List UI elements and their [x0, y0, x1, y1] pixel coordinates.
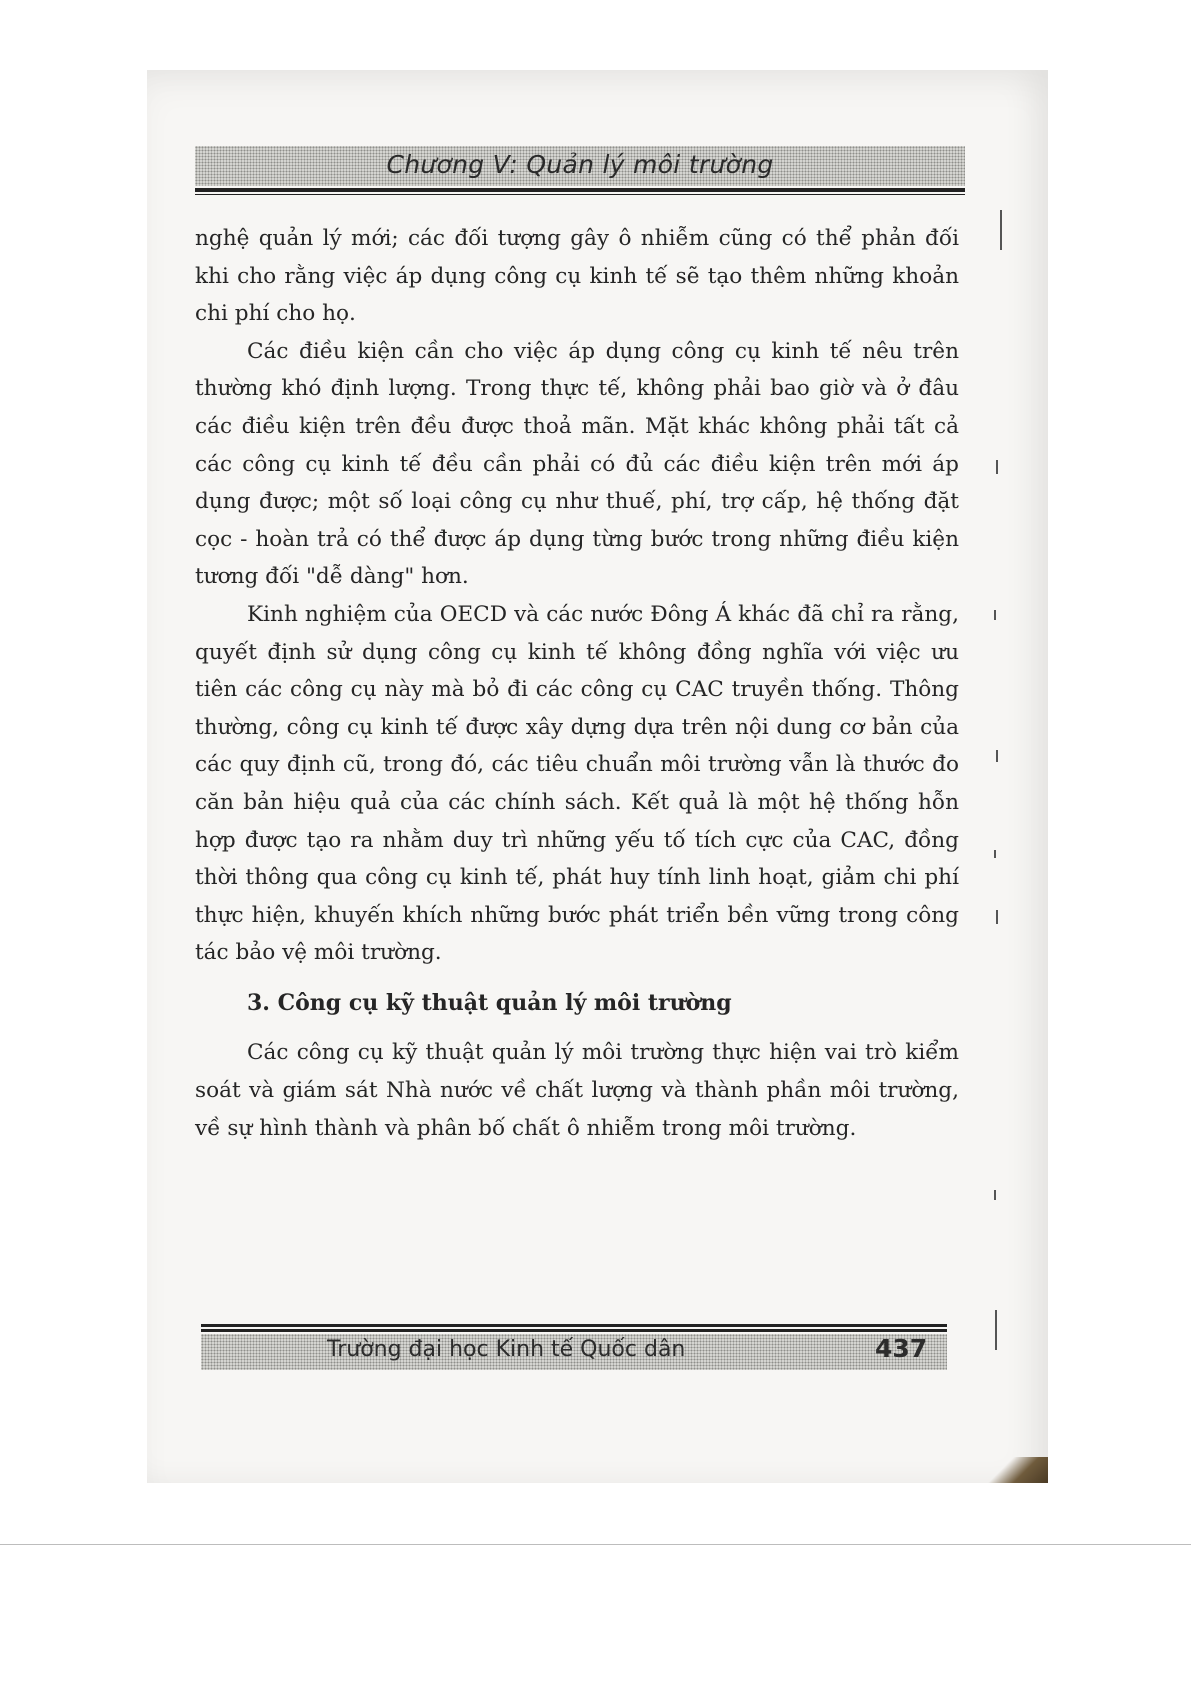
- page-corner-shadow: [988, 1457, 1048, 1483]
- section-paragraph: Các công cụ kỹ thuật quản lý môi trường thực hiện vai trò kiểm soát và giám sát Nhà nước về chất lượng và thành phần môi trường, về sự hình thành và phân bố chất ô nhiễm trong môi trường.: [195, 1040, 959, 1141]
- scanned-page: [147, 70, 1048, 1483]
- footer-school-name: Trường đại học Kinh tế Quốc dân: [327, 1337, 686, 1362]
- chapter-title: Chương V: Quản lý môi trường: [386, 150, 774, 179]
- header-rule-thin: [195, 194, 965, 195]
- footer-rule: [201, 1324, 947, 1327]
- body-text: [195, 220, 959, 1147]
- paragraph-continued: nghệ quản lý mới; các đối tượng gây ô nhiễm cũng có thể phản đối khi cho rằng việc áp dụng công cụ kinh tế sẽ tạo thêm những khoản chi phí cho họ.: [195, 226, 959, 327]
- section-heading: 3. Công cụ kỹ thuật quản lý môi trường: [247, 989, 732, 1016]
- paragraph: Kinh nghiệm của OECD và các nước Đông Á khác đã chỉ ra rằng, quyết định sử dụng công cụ kinh tế không đồng nghĩa với việc ưu tiên các công cụ này mà bỏ đi các công cụ CAC truyền thống. Thông thường, công cụ kinh tế được xây dựng dựa trên nội dung cơ bản của các quy định cũ, trong đó, các tiêu chuẩn môi trường vẫn là thước đo căn bản hiệu quả của các chính sách. Kết quả là một hệ thống hỗn hợp được tạo ra nhằm duy trì những yếu tố tích cực của CAC, đồng thời thông qua công cụ kinh tế, phát huy tính linh hoạt, giảm chi phí thực hiện, khuyến khích những bước phát triển bền vững trong công tác bảo vệ môi trường.: [195, 601, 959, 966]
- edge-show-through-marks: [992, 130, 1022, 1430]
- viewer-divider: [0, 1544, 1191, 1545]
- page-number: 437: [875, 1334, 928, 1363]
- header-rule: [195, 188, 965, 192]
- footer-rule: [201, 1329, 947, 1332]
- paragraph: Các điều kiện cần cho việc áp dụng công cụ kinh tế nêu trên thường khó định lượng. Trong thực tế, không phải bao giờ và ở đâu các điều kiện trên đều được thoả mãn. Mặt khác không phải tất cả các công cụ kinh tế đều cần phải có đủ các điều kiện trên mới áp dụng được; một số loại công cụ như thuế, phí, trợ cấp, hệ thống đặt cọc - hoàn trả có thể được áp dụng từng bước trong những điều kiện tương đối "dễ dàng" hơn.: [195, 338, 959, 590]
